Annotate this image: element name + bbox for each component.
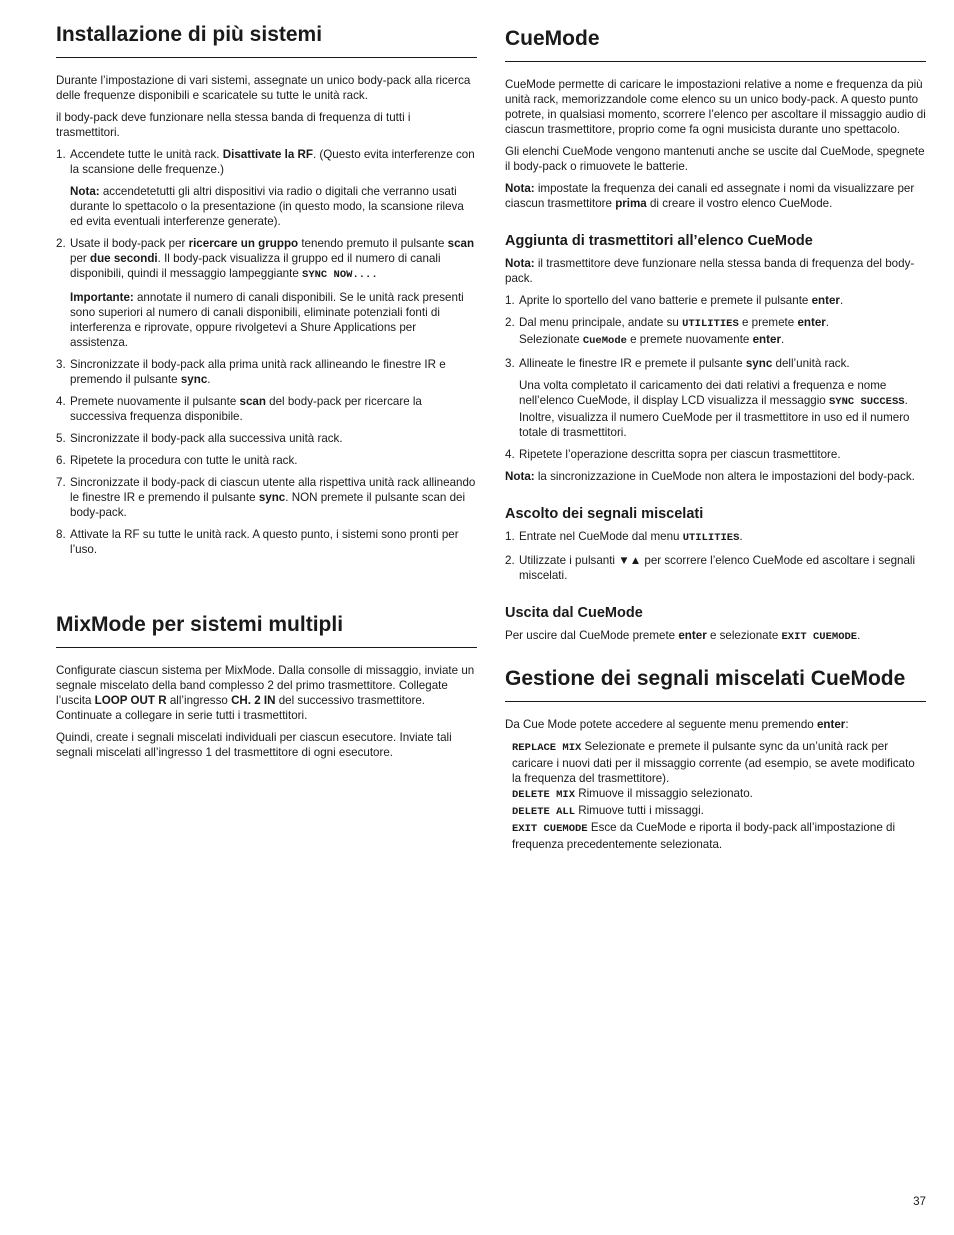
list-item: 4. Ripetete l’operazione descritta sopra per ciascun trasmettitore. (505, 448, 841, 461)
subsection-title-uscita: Uscita dal CueMode (505, 605, 643, 621)
note: Nota: la sincronizzazione in CueMode non altera le impostazioni del body-pack. (505, 470, 915, 483)
subsection-title-aggiunta: Aggiunta di trasmettitori all’elenco CueMode (505, 233, 813, 249)
arrow-down-up-icon: ▼▲ (618, 554, 642, 567)
paragraph: Configurate ciascun sistema per MixMode. Dalla consolle di missaggio, inviate un segnale miscelato della band complesso 2 del primo trasmettitore. Collegate l’uscita LOOP OUT R all’ingresso CH. 2 IN del successivo trasmettitore. Continuate a collegare in serie tutti i trasmettitori. (56, 664, 475, 722)
paragraph: Durante l’impostazione di vari sistemi, assegnate un unico body-pack alla ricerca delle frequenze disponibili e scaricatele su tutte le unità rack. (56, 74, 471, 102)
steps-list (505, 293, 926, 462)
list-item: 6. Ripetete la procedura con tutte le unità rack. (56, 454, 298, 467)
menu-entry: DELETE ALL Rimuove tutti i missaggi. (512, 804, 704, 818)
step-detail: Una volta completato il caricamento dei dati relativi a frequenza e nome nell’elenco CueMode, il display LCD visualizza il messaggio SYNC SUCCESS. Inoltre, visualizza il numero CueMode per il trasmettitore in uso ed il numero totale di trasmettitori. (519, 379, 910, 439)
menu-entry: EXIT CUEMODE Esce da CueMode e riporta il body-pack all’impostazione di frequenza precedentemente selezionata. (512, 821, 896, 851)
paragraph: Quindi, create i segnali miscelati individuali per ciascun esecutore. Inviate tali segnali miscelati all’ingresso 1 del trasmettitore di ogni esecutore. (56, 731, 452, 759)
spacer (505, 218, 926, 232)
steps-list (505, 529, 926, 583)
paragraph: CueMode permette di caricare le impostazioni relative a nome e frequenza da più unità rack, memorizzandole come elenco su un unico body-pack. A questo punto potrete, in qualsiasi momento, scorrere l’elenco per ascoltare il missaggio audio di ciascun trasmettitore, proprio come fa ogni musicista durante uno spettacolo. (505, 78, 926, 136)
paragraph: Gli elenchi CueMode vengono mantenuti anche se uscite dal CueMode, spegnete il body-pack o rimuovete le batterie. (505, 145, 925, 173)
list-item: 4. Premete nuovamente il pulsante scan del body-pack per ricercare la successiva frequenza disponibile. (56, 395, 422, 423)
section-title-installazione: Installazione di più sistemi (56, 22, 477, 58)
cuemode-menu (512, 739, 926, 852)
steps-list (56, 147, 477, 557)
list-item: 8. Attivate la RF su tutte le unità rack. A questo punto, i sistemi sono pronti per l’uso. (56, 528, 459, 556)
list-item: 3. Sincronizzate il body-pack alla prima unità rack allineando le finestre IR e premendo il pulsante sync. (56, 358, 446, 386)
menu-entry: DELETE MIX Rimuove il missaggio selezionato. (512, 787, 753, 801)
list-item: 1. Aprite lo sportello del vano batterie e premete il pulsante enter. (505, 294, 844, 307)
list-item: 1. Entrate nel CueMode dal menu UTILITIES. (505, 530, 743, 544)
page-number: 37 (913, 1195, 926, 1208)
list-item: 7. Sincronizzate il body-pack di ciascun utente alla rispettiva unità rack allineando le finestre IR e premendo il pulsante sync. NON premete il pulsante scan dei body-pack. (56, 476, 476, 519)
spacer (505, 652, 926, 666)
note: Nota: accendetetutti gli altri dispositivi via radio o digitali che verranno usati durante lo spettacolo o la presentazione (in questo modo, la scansione rileva ed evita eventuali interferenze generate). (70, 185, 464, 228)
list-item: 2. Dal menu principale, andate su UTILITIES e premete enter. Selezionate CueMode e premete nuovamente enter. (505, 316, 830, 347)
section-title-cuemode: CueMode (505, 26, 926, 62)
subsection-title-ascolto: Ascolto dei segnali miscelati (505, 506, 704, 522)
list-item: 5. Sincronizzate il body-pack alla successiva unità rack. (56, 432, 343, 445)
paragraph: il body-pack deve funzionare nella stessa banda di frequenza di tutti i trasmettitori. (56, 111, 411, 139)
list-item: 2. Utilizzate i pulsanti ▼▲ per scorrere l’elenco CueMode ed ascoltare i segnali miscelati. (505, 554, 916, 582)
section-title-mixmode: MixMode per sistemi multipli (56, 612, 477, 648)
menu-entry: REPLACE MIX Selezionate e premete il pulsante sync da un’unità rack per caricare i nuovi dati per il missaggio corrente (ad esempio, se avete modificato la frequenza del trasmettitore). (512, 740, 915, 785)
note: Nota: impostate la frequenza dei canali ed assegnate i nomi da visualizzare per ciascun trasmettitore prima di creare il vostro elenco CueMode. (505, 182, 915, 210)
spacer (56, 564, 477, 612)
note: Nota: il trasmettitore deve funzionare nella stessa banda di frequenza del body-pack. (505, 257, 915, 285)
right-column (505, 22, 926, 852)
paragraph: Per uscire dal CueMode premete enter e selezionate EXIT CUEMODE. (505, 629, 861, 643)
important-note: Importante: annotate il numero di canali disponibili. Se le unità rack presenti sono superiori al numero di canali disponibili, eliminate potenziali fonti di interferenza e riprovate, oppure rivolgetevi a Shure Applications per assistenza. (70, 291, 464, 349)
paragraph: Da Cue Mode potete accedere al seguente menu premendo enter: (505, 718, 849, 731)
section-title-gestione: Gestione dei segnali miscelati CueMode (505, 666, 926, 702)
left-column (56, 22, 477, 767)
spacer (505, 590, 926, 604)
list-item: 3. Allineate le finestre IR e premete il pulsante sync dell’unità rack. Una volta completato il caricamento dei dati relativi a frequenza e nome nell’elenco CueMode, il display LCD visualizza il messaggio SYNC SUCCESS. Inoltre, visualizza il numero CueMode per il trasmettitore in uso ed il numero totale di trasmettitori. (505, 356, 926, 440)
list-item: 2. Usate il body-pack per ricercare un gruppo tenendo premuto il pulsante scan per due secondi. Il body-pack visualizza il gruppo ed il numero di canali disponibili, quindi il messaggio lampeggiante SYNC NOW.... Importante: annotate il numero di canali disponibili. Se le unità rack presenti sono superiori al numero di canali disponibili, eliminate potenziali fonti di interferenza e riprovate, oppure rivolgetevi a Shure Applications per assistenza. (56, 236, 477, 350)
spacer (505, 491, 926, 505)
list-item: 1. Accendete tutte le unità rack. Disattivate la RF. (Questo evita interferenze con la scansione delle frequenze.) Nota: accendetetutti gli altri dispositivi via radio o digitali che verranno usati durante lo spettacolo o la presentazione (in questo modo, la scansione rileva ed evita eventuali interferenze generate). (56, 147, 477, 229)
